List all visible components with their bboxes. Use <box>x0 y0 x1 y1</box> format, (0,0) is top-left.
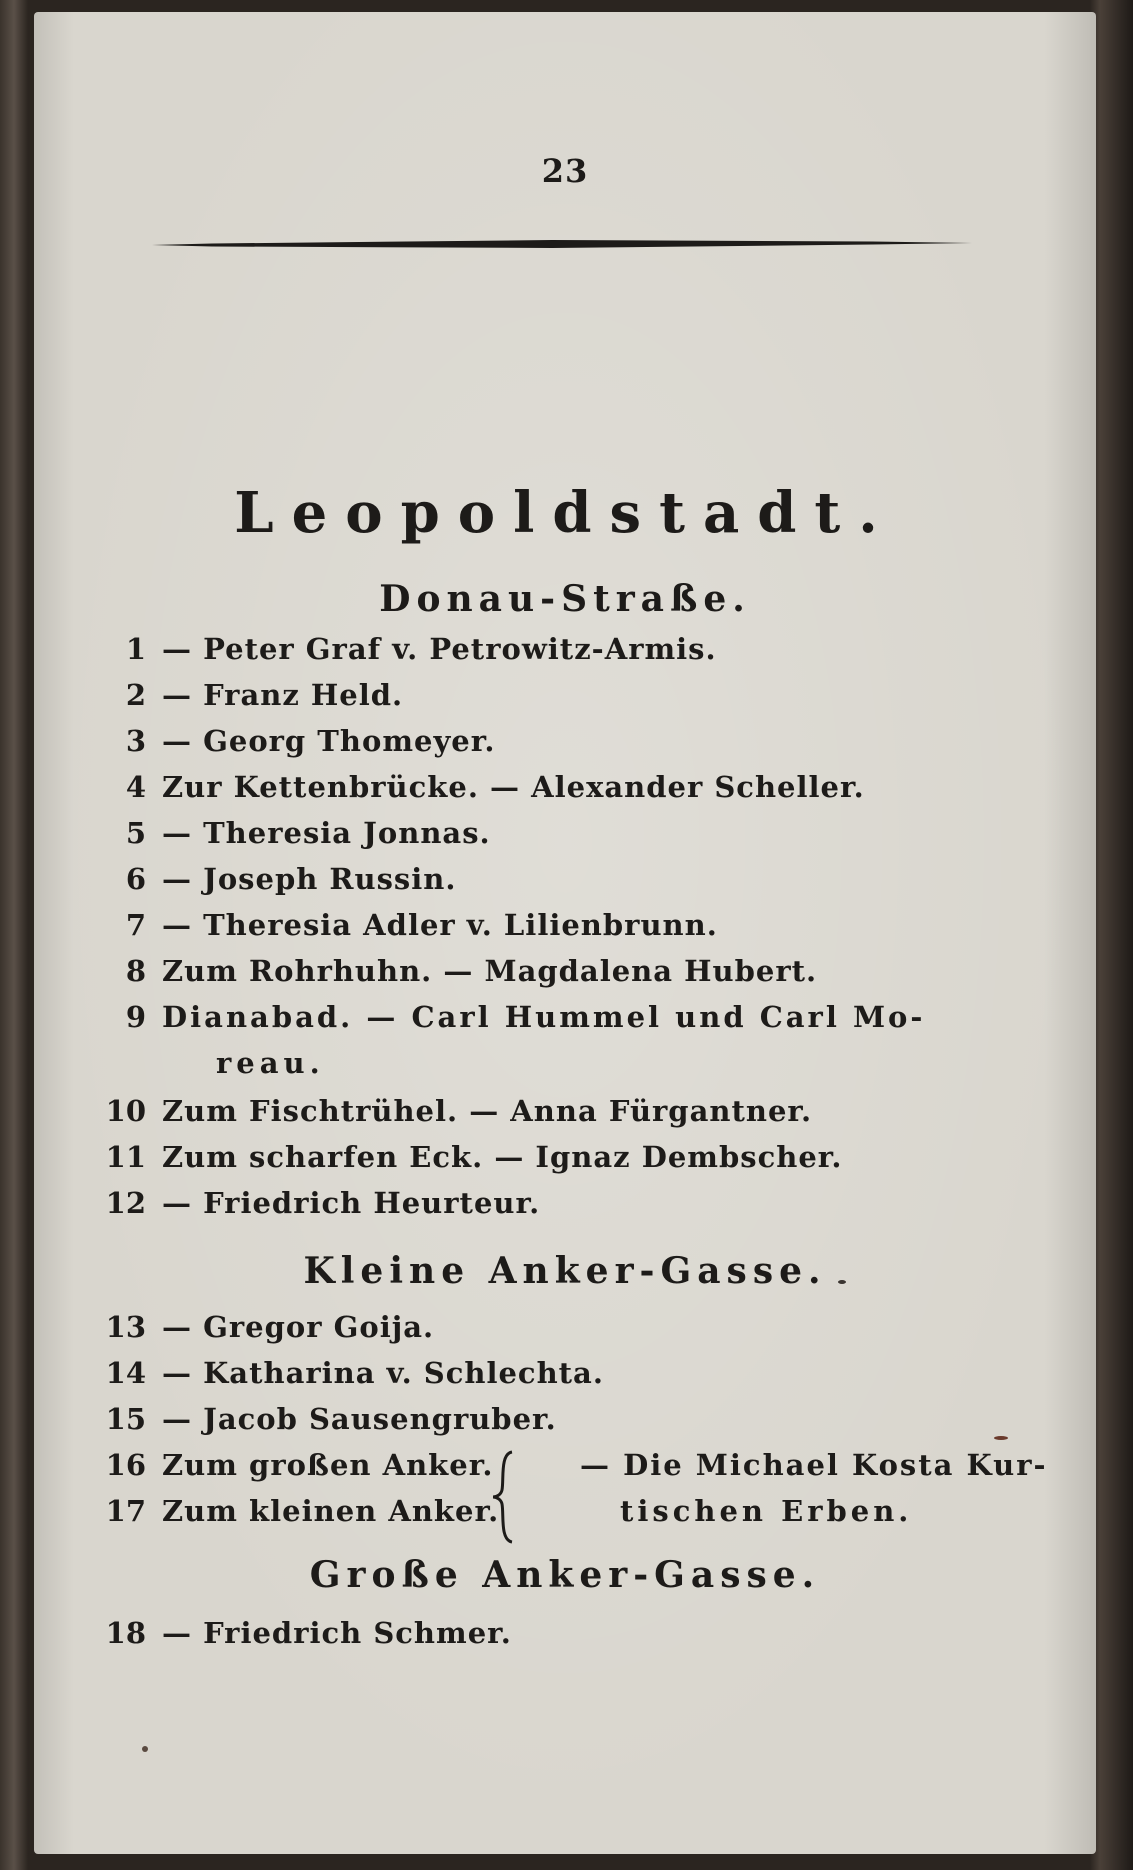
shared-owner-line1: — Die Michael Kosta Kur- <box>580 1448 1048 1482</box>
shared-owner-line2: tischen Erben. <box>620 1494 913 1528</box>
house-number: 16 <box>105 1448 146 1482</box>
house-number: 1 <box>125 632 146 666</box>
house-number: 7 <box>125 908 146 942</box>
entry-text: Dianabad. — Carl Hummel und Carl Mo- <box>162 1000 926 1034</box>
house-number: 13 <box>105 1310 146 1344</box>
house-number: 6 <box>125 862 146 896</box>
entry-text: — Gregor Goija. <box>162 1310 435 1344</box>
entry-text: Zum Fischtrühel. — Anna Fürgantner. <box>162 1094 813 1128</box>
entry-text: Zum scharfen Eck. — Ignaz Dembscher. <box>162 1140 843 1174</box>
house-number: 8 <box>125 954 146 988</box>
paper-speck <box>838 1280 846 1284</box>
house-number: 10 <box>105 1094 146 1128</box>
entry-text: — Theresia Adler v. Lilienbrunn. <box>162 908 718 942</box>
paper-speck <box>994 1436 1008 1440</box>
entry-text: — Friedrich Schmer. <box>162 1616 512 1650</box>
entry-text: — Joseph Russin. <box>162 862 457 896</box>
entry-text: — Jacob Sausengruber. <box>162 1402 557 1436</box>
page-number: 23 <box>541 152 589 190</box>
entry-text: Zur Kettenbrücke. — Alexander Scheller. <box>162 770 865 804</box>
entry-text: — Franz Held. <box>162 678 404 712</box>
entry-text: Zum Rohrhuhn. — Magdalena Hubert. <box>162 954 818 988</box>
list-item <box>34 724 1096 768</box>
district-title: Leopoldstadt. <box>234 480 896 546</box>
curly-brace <box>490 1450 520 1544</box>
decorative-rule <box>152 238 972 250</box>
house-number: 9 <box>125 1000 146 1034</box>
entry-text: — Friedrich Heurteur. <box>162 1186 541 1220</box>
section-title-grosse-anker-gasse: Große Anker-Gasse. <box>309 1554 821 1596</box>
house-number: 14 <box>105 1356 146 1390</box>
list-item <box>34 678 1096 722</box>
list-item <box>34 770 1096 814</box>
section-title-donau-strasse: Donau-Straße. <box>379 578 751 620</box>
list-item <box>34 1094 1096 1138</box>
house-number: 2 <box>125 678 146 712</box>
list-item <box>34 954 1096 998</box>
house-number: 5 <box>125 816 146 850</box>
list-item <box>34 1140 1096 1184</box>
entry-text: — Georg Thomeyer. <box>162 724 496 758</box>
house-number: 12 <box>105 1186 146 1220</box>
list-item <box>34 1494 1096 1538</box>
house-number: 18 <box>105 1616 146 1650</box>
list-item <box>34 816 1096 860</box>
list-item <box>34 1186 1096 1230</box>
entry-text: — Katharina v. Schlechta. <box>162 1356 604 1390</box>
list-item <box>34 908 1096 952</box>
entry-text: Zum großen Anker. <box>162 1448 494 1482</box>
entry-text: — Theresia Jonnas. <box>162 816 491 850</box>
list-item <box>34 1616 1096 1660</box>
list-item <box>34 1356 1096 1400</box>
entry-continuation: reau. <box>216 1046 325 1080</box>
list-item <box>34 1310 1096 1354</box>
house-number: 17 <box>105 1494 146 1528</box>
book-page <box>34 12 1096 1854</box>
house-number: 15 <box>105 1402 146 1436</box>
list-item <box>34 1000 1096 1044</box>
house-number: 3 <box>125 724 146 758</box>
list-item <box>34 862 1096 906</box>
list-item <box>34 632 1096 676</box>
entry-text: Zum kleinen Anker. <box>162 1494 500 1528</box>
section-title-kleine-anker-gasse: Kleine Anker-Gasse. <box>303 1250 827 1292</box>
paper-speck <box>142 1746 148 1752</box>
entry-text: — Peter Graf v. Petrowitz-Armis. <box>162 632 717 666</box>
house-number: 4 <box>125 770 146 804</box>
list-item <box>34 1402 1096 1446</box>
house-number: 11 <box>105 1140 146 1174</box>
